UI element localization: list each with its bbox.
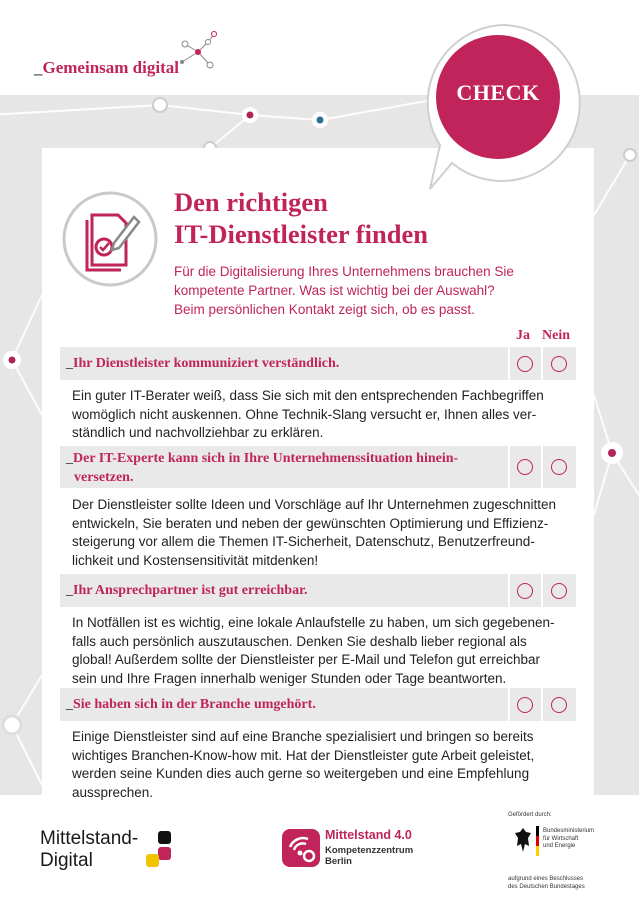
question-text (66, 354, 339, 373)
network-logo-icon (170, 30, 220, 75)
question-text (66, 581, 308, 600)
page-title (174, 186, 428, 250)
check-badge-label: CHECK (456, 80, 540, 105)
title-line-2: IT-Dienstleister finden (174, 219, 428, 249)
title-line-1: Den richtigen (174, 187, 328, 217)
item-description (72, 614, 572, 688)
column-divider (508, 347, 510, 380)
description-line: sein und Ihre Fragen innerhalb weniger Stunden oder Tage beantworten. (72, 670, 507, 686)
description-line: global! Außerdem sollte der Dienstleister per E-Mail und Telefon gut erreichbar (72, 652, 540, 667)
bundestag-line-2: des Deutschen Bundestages (508, 883, 585, 890)
checklist-question-row (60, 688, 576, 721)
question-line-1: Der IT-Experte kann sich in Ihre Unternehmenssituation hinein- (73, 451, 459, 466)
kompetenz-line-1: Kompetenzzentrum (325, 845, 414, 856)
question-prefix: _ (66, 583, 73, 598)
brand-logo (34, 58, 179, 78)
answer-yes-radio[interactable] (517, 356, 533, 372)
description-line: wichtiges Branchen-Know-how mit. Hat der Dienstleister gute Arbeit geleistet, (72, 747, 535, 763)
answer-no-radio[interactable] (551, 697, 567, 713)
document-sign-icon (62, 191, 158, 287)
ministry-line-1: Bundesministerium (543, 828, 595, 834)
checklist-question-row (60, 574, 576, 607)
description-line: In Notfällen ist es wichtig, eine lokale Anlaufstelle zu haben, um sich gegebenen- (72, 615, 555, 630)
bundestag-note (508, 876, 585, 891)
bundestag-line-1: aufgrund eines Beschlusses (508, 876, 584, 882)
description-line: steigerung vor allem die Themen IT-Sicherheit, Datenschutz, Benutzerfreund- (72, 534, 535, 549)
description-line: werden seine Kunden dies auch gerne so weitergeben und eine Empfehlung (72, 766, 530, 781)
brand-prefix: _ (34, 58, 43, 77)
question-text (66, 449, 458, 487)
mittelstand-squares-icon (146, 829, 176, 869)
answer-no-radio[interactable] (551, 356, 567, 372)
description-line: falls auch persönlich auszutauschen. Denken Sie deshalb lieber regional als (72, 633, 527, 649)
column-divider (508, 574, 510, 607)
question-prefix: _ (66, 451, 73, 466)
federal-eagle-icon (514, 826, 532, 854)
kompetenzzentrum-icon (282, 829, 320, 867)
check-badge-icon (424, 23, 584, 193)
ministry-line-2: für Wirtschaft (543, 835, 579, 842)
mittelstand-line-2: Digital (40, 850, 93, 871)
description-line: womöglich nicht auskennen. Ohne Technik-Slang versucht er, Ihnen alles ver- (72, 406, 537, 422)
column-divider (508, 446, 510, 488)
answer-yes-radio[interactable] (517, 583, 533, 599)
kompetenzzentrum-subtitle (325, 845, 413, 867)
item-description (72, 728, 572, 802)
column-divider (541, 574, 543, 607)
item-description (72, 496, 572, 570)
column-divider (508, 688, 510, 721)
answer-yes-radio[interactable] (517, 459, 533, 475)
description-line: Ein guter IT-Berater weiß, dass Sie sich mit den entsprechenden Fachbegriffen (72, 388, 544, 403)
description-line: lichkeit und Kostensensitivität mitdenken! (72, 552, 319, 568)
ministry-line-3: und Energie (543, 843, 576, 849)
answer-no-radio[interactable] (551, 459, 567, 475)
question-text (66, 695, 316, 714)
answer-yes-radio[interactable] (517, 697, 533, 713)
column-divider (541, 446, 543, 488)
question-line-1: Ihr Ansprechpartner ist gut erreichbar. (73, 583, 308, 598)
column-header-yes: Ja (516, 328, 530, 343)
question-prefix: _ (66, 697, 73, 712)
checklist-question-row (60, 446, 576, 488)
intro-line-2: kompetente Partner. Was ist wichtig bei der Auswahl? (174, 283, 495, 298)
intro-line-1: Für die Digitalisierung Ihres Unternehmens brauchen Sie (174, 264, 514, 279)
column-header-no: Nein (542, 328, 570, 343)
intro-line-3: Beim persönlichen Kontakt zeigt sich, ob es passt. (174, 302, 475, 317)
mittelstand-digital-logo (40, 828, 138, 872)
column-divider (541, 347, 543, 380)
description-line: aussprechen. (72, 784, 154, 800)
checklist-question-row (60, 347, 576, 380)
description-line: ständlich und nachvollziehbar zu erklären. (72, 425, 324, 440)
kompetenzzentrum-title: Mittelstand 4.0 (325, 828, 412, 842)
description-line: entwickeln, Sie beraten und neben der gewünschten Optimierung und Effizienz- (72, 515, 549, 531)
intro-text (174, 262, 574, 319)
description-line: Der Dienstleister sollte Ideen und Vorschläge auf Ihr Unternehmen zugeschnitten (72, 497, 557, 512)
kompetenz-line-2: Berlin (325, 856, 352, 867)
column-divider (541, 688, 543, 721)
description-line: Einige Dienstleister sind auf eine Branche spezialisiert und bringen so bereits (72, 729, 534, 744)
funding-label: Gefördert durch: (508, 812, 552, 818)
question-prefix: _ (66, 356, 73, 371)
mittelstand-line-1: Mittelstand- (40, 828, 139, 849)
item-description (72, 387, 572, 443)
german-flag-icon (536, 826, 539, 856)
wifi-gear-icon (282, 829, 320, 867)
brand-name: Gemeinsam digital (42, 58, 179, 77)
ministry-name (543, 828, 594, 851)
answer-no-radio[interactable] (551, 583, 567, 599)
question-line-2: versetzen. (74, 470, 134, 485)
question-line-1: Sie haben sich in der Branche umgehört. (73, 697, 316, 712)
question-line-1: Ihr Dienstleister kommuniziert verständlich. (73, 356, 340, 371)
